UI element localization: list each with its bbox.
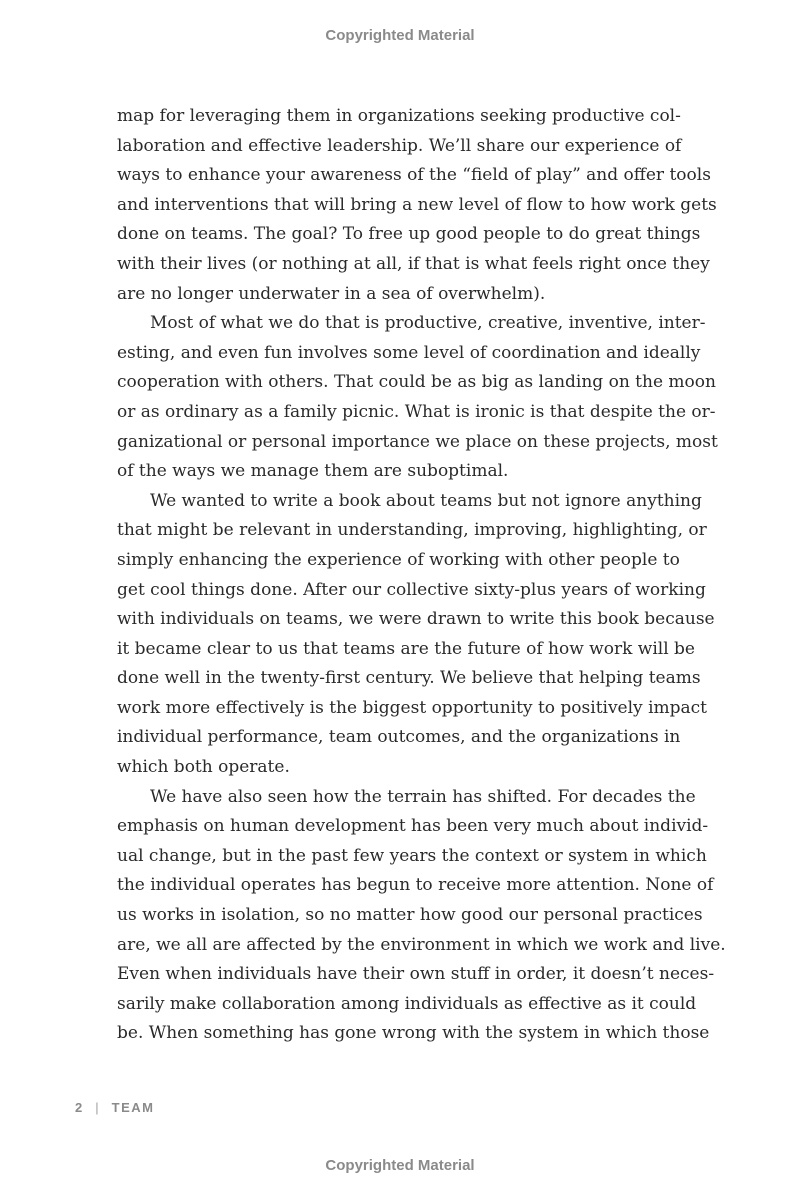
- text-line: and interventions that will bring a new level of flow to how work gets: [117, 194, 717, 215]
- copyright-watermark-top: Copyrighted Material: [325, 27, 475, 44]
- text-line: are no longer underwater in a sea of overwhelm).: [117, 283, 546, 304]
- text-line: We have also seen how the terrain has shifted. For decades the: [150, 786, 696, 807]
- page-footer: [75, 1100, 154, 1115]
- text-line: simply enhancing the experience of working with other people to: [117, 549, 680, 570]
- text-line: ual change, but in the past few years the context or system in which: [117, 845, 707, 866]
- text-line: map for leveraging them in organizations seeking productive col-: [117, 106, 681, 126]
- text-line: cooperation with others. That could be as big as landing on the moon: [117, 372, 716, 393]
- text-line: ways to enhance your awareness of the “field of play” and offer tools: [117, 165, 711, 186]
- text-line: individual performance, team outcomes, and the organizations in: [117, 727, 681, 748]
- text-line: esting, and even fun involves some level of coordination and ideally: [117, 342, 701, 363]
- copyright-watermark-bottom: Copyrighted Material: [325, 1157, 475, 1174]
- text-line: or as ordinary as a family picnic. What is ironic is that despite the or-: [117, 401, 716, 422]
- text-line: of the ways we manage them are suboptimal.: [117, 461, 509, 482]
- text-line: done well in the twenty-first century. We believe that helping teams: [117, 668, 701, 689]
- text-line: Most of what we do that is productive, creative, inventive, inter-: [150, 313, 706, 334]
- text-line: work more effectively is the biggest opportunity to positively impact: [117, 697, 707, 718]
- text-line: which both operate.: [117, 757, 290, 778]
- text-line: get cool things done. After our collective sixty-plus years of working: [117, 579, 706, 600]
- text-line: the individual operates has begun to receive more attention. None of: [117, 875, 714, 896]
- text-line: that might be relevant in understanding, improving, highlighting, or: [117, 520, 707, 541]
- text-line: with their lives (or nothing at all, if that is what feels right once they: [117, 253, 710, 274]
- page-number: 2: [75, 1100, 83, 1115]
- text-line: sarily make collaboration among individuals as effective as it could: [117, 993, 697, 1014]
- text-line: done on teams. The goal? To free up good people to do great things: [117, 224, 701, 245]
- running-head: TEAM: [111, 1100, 155, 1115]
- footer-separator: |: [95, 1100, 99, 1115]
- body-text: [117, 102, 726, 1049]
- text-line: laboration and effective leadership. We’ll share our experience of: [117, 135, 682, 156]
- text-line: be. When something has gone wrong with the system in which those: [117, 1023, 710, 1044]
- text-line: with individuals on teams, we were drawn to write this book because: [117, 609, 715, 630]
- text-line: We wanted to write a book about teams but not ignore anything: [150, 490, 702, 511]
- text-line: ganizational or personal importance we place on these projects, most: [117, 431, 718, 452]
- text-line: it became clear to us that teams are the future of how work will be: [117, 638, 695, 659]
- text-line: Even when individuals have their own stuff in order, it doesn’t neces-: [117, 964, 715, 985]
- text-line: us works in isolation, so no matter how good our personal practices: [117, 905, 703, 926]
- text-line: emphasis on human development has been very much about individ-: [117, 816, 709, 837]
- text-line: are, we all are affected by the environment in which we work and live.: [117, 934, 726, 955]
